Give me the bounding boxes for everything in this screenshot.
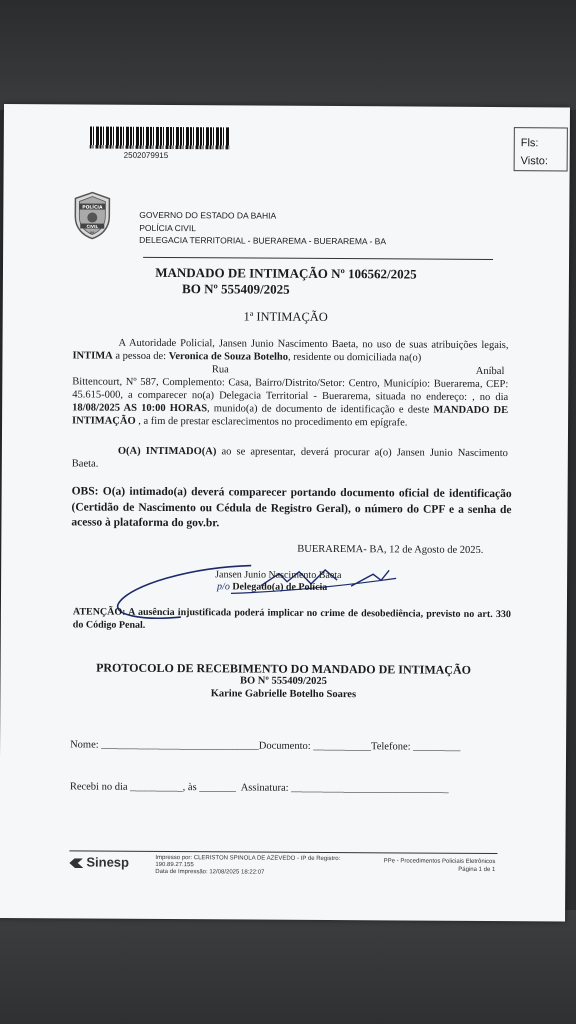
body-text-6: , a fim de prestar esclarecimentos no procedimento em epígrafe.: [135, 415, 408, 429]
signer-name: Jansen Junio Nascimento Baeta: [215, 569, 342, 582]
gov-line-delegacia: DELEGACIA TERRITORIAL - BUERAREMA - BUERAREMA - BA: [139, 234, 387, 247]
protocol-bo: BO Nº 555409/2025: [239, 675, 327, 687]
street-name-start: Aníbal: [475, 365, 505, 378]
fls-visto-box: [514, 127, 568, 171]
ppe-info: [369, 858, 495, 874]
government-header: [139, 209, 386, 248]
body-text-3: , residente ou domiciliada na(o): [287, 351, 422, 364]
print-info: [155, 855, 355, 877]
fls-label: Fls:: [520, 137, 539, 150]
gov-line-police: POLÍCIA CIVIL: [139, 222, 196, 233]
presentation-paragraph: [72, 444, 508, 473]
signer-prefix: p/o: [217, 581, 230, 593]
street-type: Rua: [211, 364, 229, 376]
place-date: BUERAREMA- BA, 12 de Agosto de 2025.: [297, 543, 484, 556]
person-name: Veronica de Souza Botelho: [168, 351, 289, 363]
form-line-received[interactable]: Recebi no dia __________, às _______ Assinatura: ______________________________: [69, 781, 449, 795]
intima-word: INTIMA: [72, 350, 113, 362]
page-count: Página 1 de 1: [458, 866, 496, 873]
obs-note: OBS: O(a) intimado(a) deverá comparecer portando documento oficial de identificação (Certidão de Nascimento ou Cédula de Registro Geral), o número do CPF e a senha de acesso à plataforma do gov.br.: [71, 485, 512, 530]
police-badge-icon: [71, 190, 113, 240]
body-text-7: ao se apresentar, deverá procurar a(o) Jansen Junio Nascimento Baeta.: [71, 446, 508, 470]
signer-block: [215, 569, 342, 594]
mandado-word: MANDADO DE INTIMAÇÃO: [72, 404, 509, 427]
barcode-number: 2502079915: [123, 150, 169, 161]
ppe-system: PPe - Procedimentos Policiais Eletrônicos: [383, 858, 496, 866]
receipt-form: [70, 710, 461, 824]
intimation-paragraph: [72, 336, 509, 430]
intimado-word: O(A) INTIMADO(A): [117, 445, 217, 458]
body-text-2: a pessoa de:: [112, 350, 169, 363]
visto-label: Visto:: [520, 155, 549, 168]
background-bottom: [0, 910, 576, 1024]
protocol-recipient: Karine Gabrielle Botelho Soares: [210, 688, 357, 701]
bo-number: BO Nº 555409/2025: [182, 281, 290, 297]
body-text-1: A Autoridade Policial, Jansen Junio Nascimento Baeta, no uso de suas atribuições legais,: [118, 337, 509, 352]
signer-role-line: [215, 581, 341, 594]
sinesp-logo: [69, 854, 129, 869]
document-page: [0, 104, 570, 921]
gov-line-state: GOVERNO DO ESTADO DA BAHIA: [139, 209, 277, 221]
form-line-name[interactable]: Nome: ______________________________Documento: ___________Telefone: _________: [70, 739, 461, 753]
print-info-date: Data de Impressão: 12/08/2025 18:22:07: [155, 868, 265, 876]
intimation-number: 1ª INTIMAÇÃO: [243, 309, 328, 324]
body-text-4: Bittencourt, Nº 587, Complemento: Casa, Bairro/Distrito/Setor: Centro, Município: Buerarema, CEP: 45.615-000, a comparecer no(a) Delegacia Territorial - Buerarema, situada no endereço: , no dia: [72, 376, 509, 404]
sinesp-logo-text: Sinesp: [86, 854, 130, 870]
print-info-by: Impresso por: CLERISTON SPINOLA DE AZEVEDO - IP de Registro: 190.89.27.155: [155, 854, 341, 869]
seal-text-civil: CIVIL: [86, 223, 99, 229]
header-divider: [143, 257, 493, 260]
seal-text-ba: BA: [90, 230, 95, 235]
body-text-5: , munido(a) de documento de identificação e deste: [207, 403, 434, 416]
barcode: [90, 127, 230, 150]
sinesp-logo-icon: [69, 858, 83, 868]
signer-role: Delegado(a) de Polícia: [232, 581, 328, 593]
warrant-title: MANDADO DE INTIMAÇÃO Nº 106562/2025: [155, 264, 417, 282]
attention-note: ATENÇÃO: A ausência injustificada poderá implicar no crime de desobediência, previsto no art. 330 do Código Penal.: [72, 606, 511, 631]
seal-text-policia: POLÍCIA: [82, 205, 103, 211]
background-top: [0, 0, 576, 110]
footer-divider: [69, 850, 497, 854]
appointment-datetime: 18/08/2025 AS 10:00 HORAS: [72, 402, 208, 415]
protocol-title: PROTOCOLO DE RECEBIMENTO DO MANDADO DE INTIMAÇÃO: [96, 660, 472, 677]
